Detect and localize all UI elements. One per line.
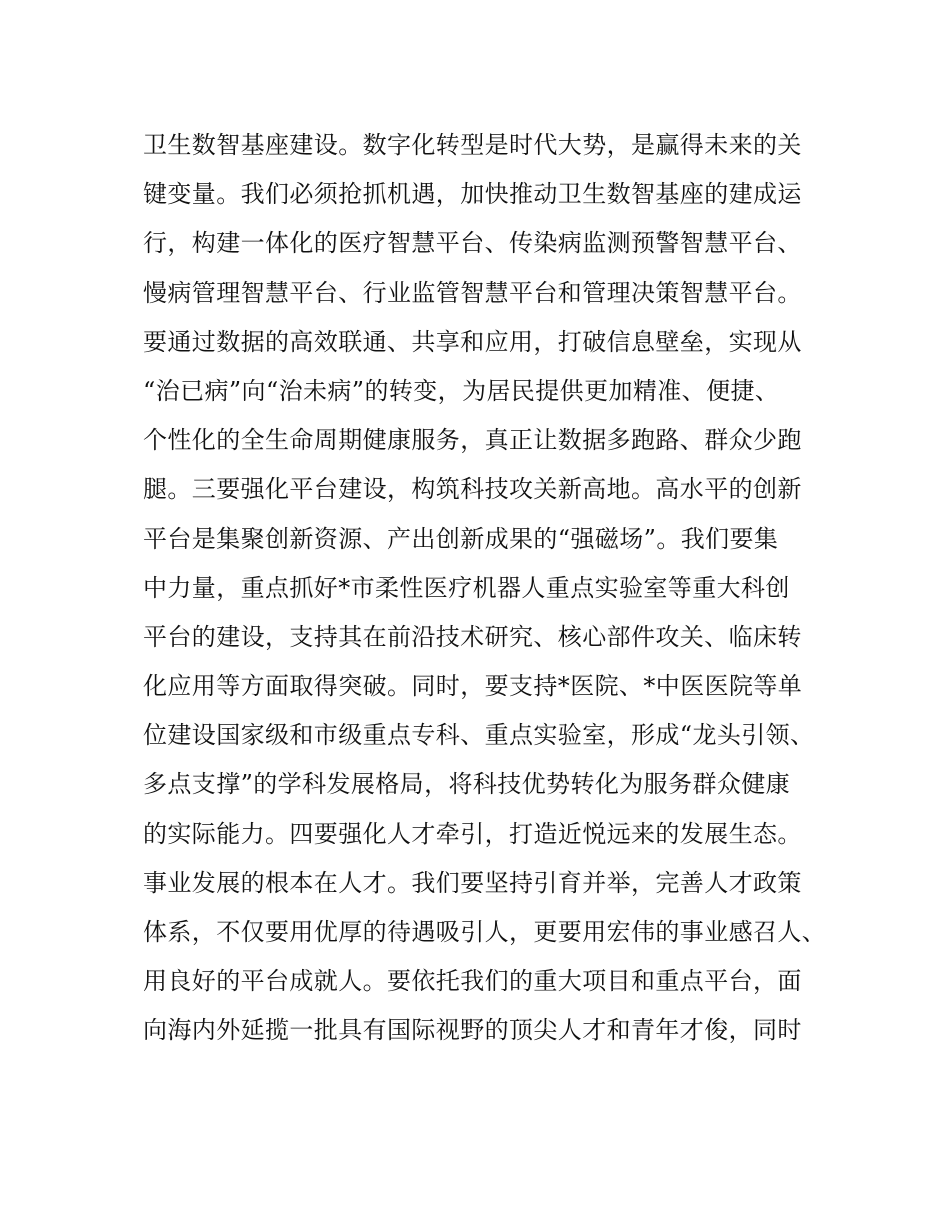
text-line: 卫生数智基座建设。数字化转型是时代大势，是赢得未来的关	[143, 131, 802, 159]
text-line: 化应用等方面取得突破。同时，要支持*医院、*中医医院等单	[143, 672, 803, 701]
text-line: 体系，不仅要用优厚的待遇吸引人，更要用宏伟的事业感召人、	[143, 918, 827, 946]
text-line: 中力量，重点抓好*市柔性医疗机器人重点实验室等重大科创	[143, 573, 790, 602]
text-line: 行，构建一体化的医疗智慧平台、传染病监测预警智慧平台、	[143, 229, 802, 258]
text-line: 平台是集聚创新资源、产出创新成果的“强磁场”。我们要集	[143, 524, 779, 553]
body-paragraph	[143, 121, 843, 1056]
text-line: 位建设国家级和市级重点专科、重点实验室，形成“龙头引领、	[143, 721, 815, 750]
text-line: 要通过数据的高效联通、共享和应用，打破信息壁垒，实现从	[143, 327, 802, 356]
text-line: 腿。三要强化平台建设，构筑科技攻关新高地。高水平的创新	[143, 475, 802, 504]
text-line: 多点支撑”的学科发展格局，将科技优势转化为服务群众健康	[143, 770, 791, 799]
text-line: “治已病”向“治未病”的转变，为居民提供更加精准、便捷、	[143, 376, 780, 405]
text-line: 事业发展的根本在人才。我们要坚持引育并举，完善人才政策	[143, 868, 802, 897]
text-line: 用良好的平台成就人。要依托我们的重大项目和重点平台，面	[143, 967, 802, 996]
text-line: 慢病管理智慧平台、行业监管智慧平台和管理决策智慧平台。	[143, 278, 802, 307]
text-line: 个性化的全生命周期健康服务，真正让数据多跑路、群众少跑	[143, 426, 802, 455]
text-line: 向海内外延揽一批具有国际视野的顶尖人才和青年才俊，同时	[143, 1016, 802, 1045]
text-line: 平台的建设，支持其在前沿技术研究、核心部件攻关、临床转	[143, 622, 802, 651]
text-line: 的实际能力。四要强化人才牵引，打造近悦远来的发展生态。	[143, 819, 802, 848]
text-line: 键变量。我们必须抢抓机遇，加快推动卫生数智基座的建成运	[143, 180, 802, 209]
